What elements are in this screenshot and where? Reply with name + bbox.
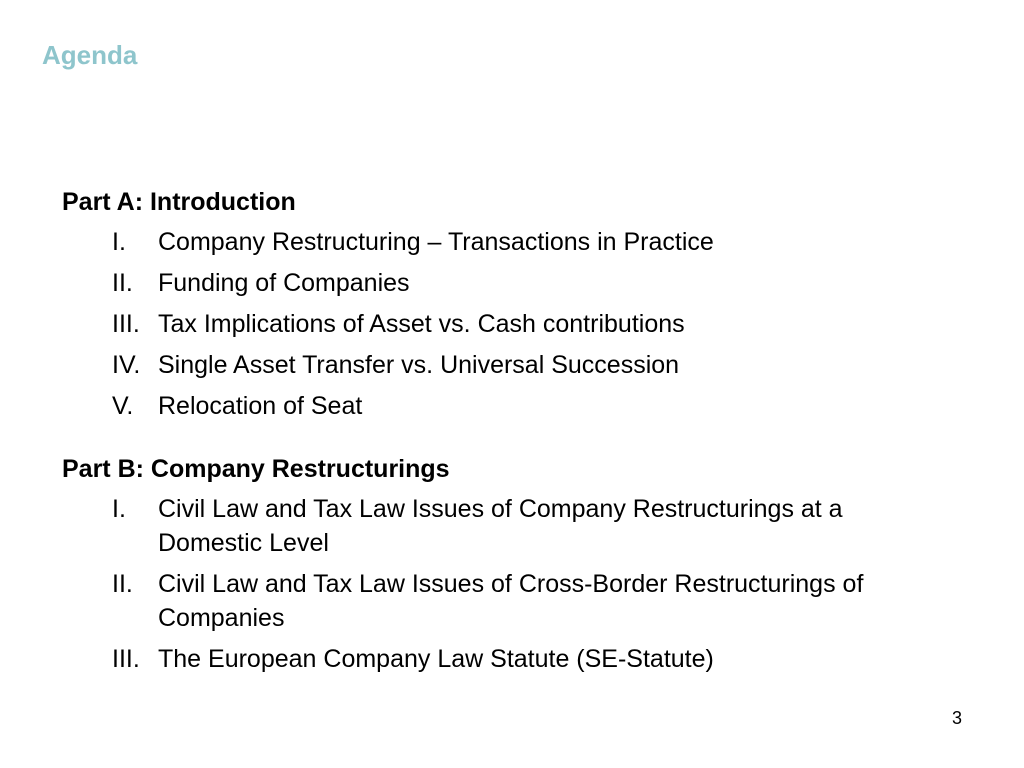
item-number: I. (112, 495, 126, 523)
agenda-item (62, 307, 962, 341)
part-a-heading: Part A: Introduction (62, 188, 296, 216)
part-b-heading: Part B: Company Restructurings (62, 455, 450, 483)
agenda-item (62, 492, 962, 560)
agenda-item (62, 642, 962, 676)
item-text: Civil Law and Tax Law Issues of Company Restructurings at a Domestic Level (158, 495, 843, 557)
agenda-item (62, 389, 962, 423)
item-text: Tax Implications of Asset vs. Cash contributions (158, 310, 685, 338)
item-text: Relocation of Seat (158, 392, 363, 420)
agenda-list (62, 184, 962, 704)
item-number: IV. (112, 351, 141, 379)
item-text: Civil Law and Tax Law Issues of Cross-Border Restructurings of Companies (158, 570, 864, 632)
item-number: I. (112, 228, 126, 256)
item-text: Single Asset Transfer vs. Universal Succession (158, 351, 680, 379)
slide-title: Agenda (42, 40, 138, 70)
item-number: V. (112, 392, 134, 420)
item-text: The European Company Law Statute (SE-Statute) (158, 645, 714, 673)
item-number: III. (112, 310, 140, 338)
item-number: III. (112, 645, 140, 673)
agenda-item (62, 567, 962, 635)
item-text: Company Restructuring – Transactions in Practice (158, 228, 714, 256)
part-a-items (62, 225, 962, 423)
agenda-item (62, 348, 962, 382)
part-b-items (62, 492, 962, 676)
agenda-item (62, 225, 962, 259)
item-number: II. (112, 269, 133, 297)
item-text: Funding of Companies (158, 269, 410, 297)
item-number: II. (112, 570, 133, 598)
part-b (62, 451, 962, 676)
agenda-item (62, 266, 962, 300)
page-number: 3 (951, 708, 962, 728)
part-a (62, 184, 962, 423)
